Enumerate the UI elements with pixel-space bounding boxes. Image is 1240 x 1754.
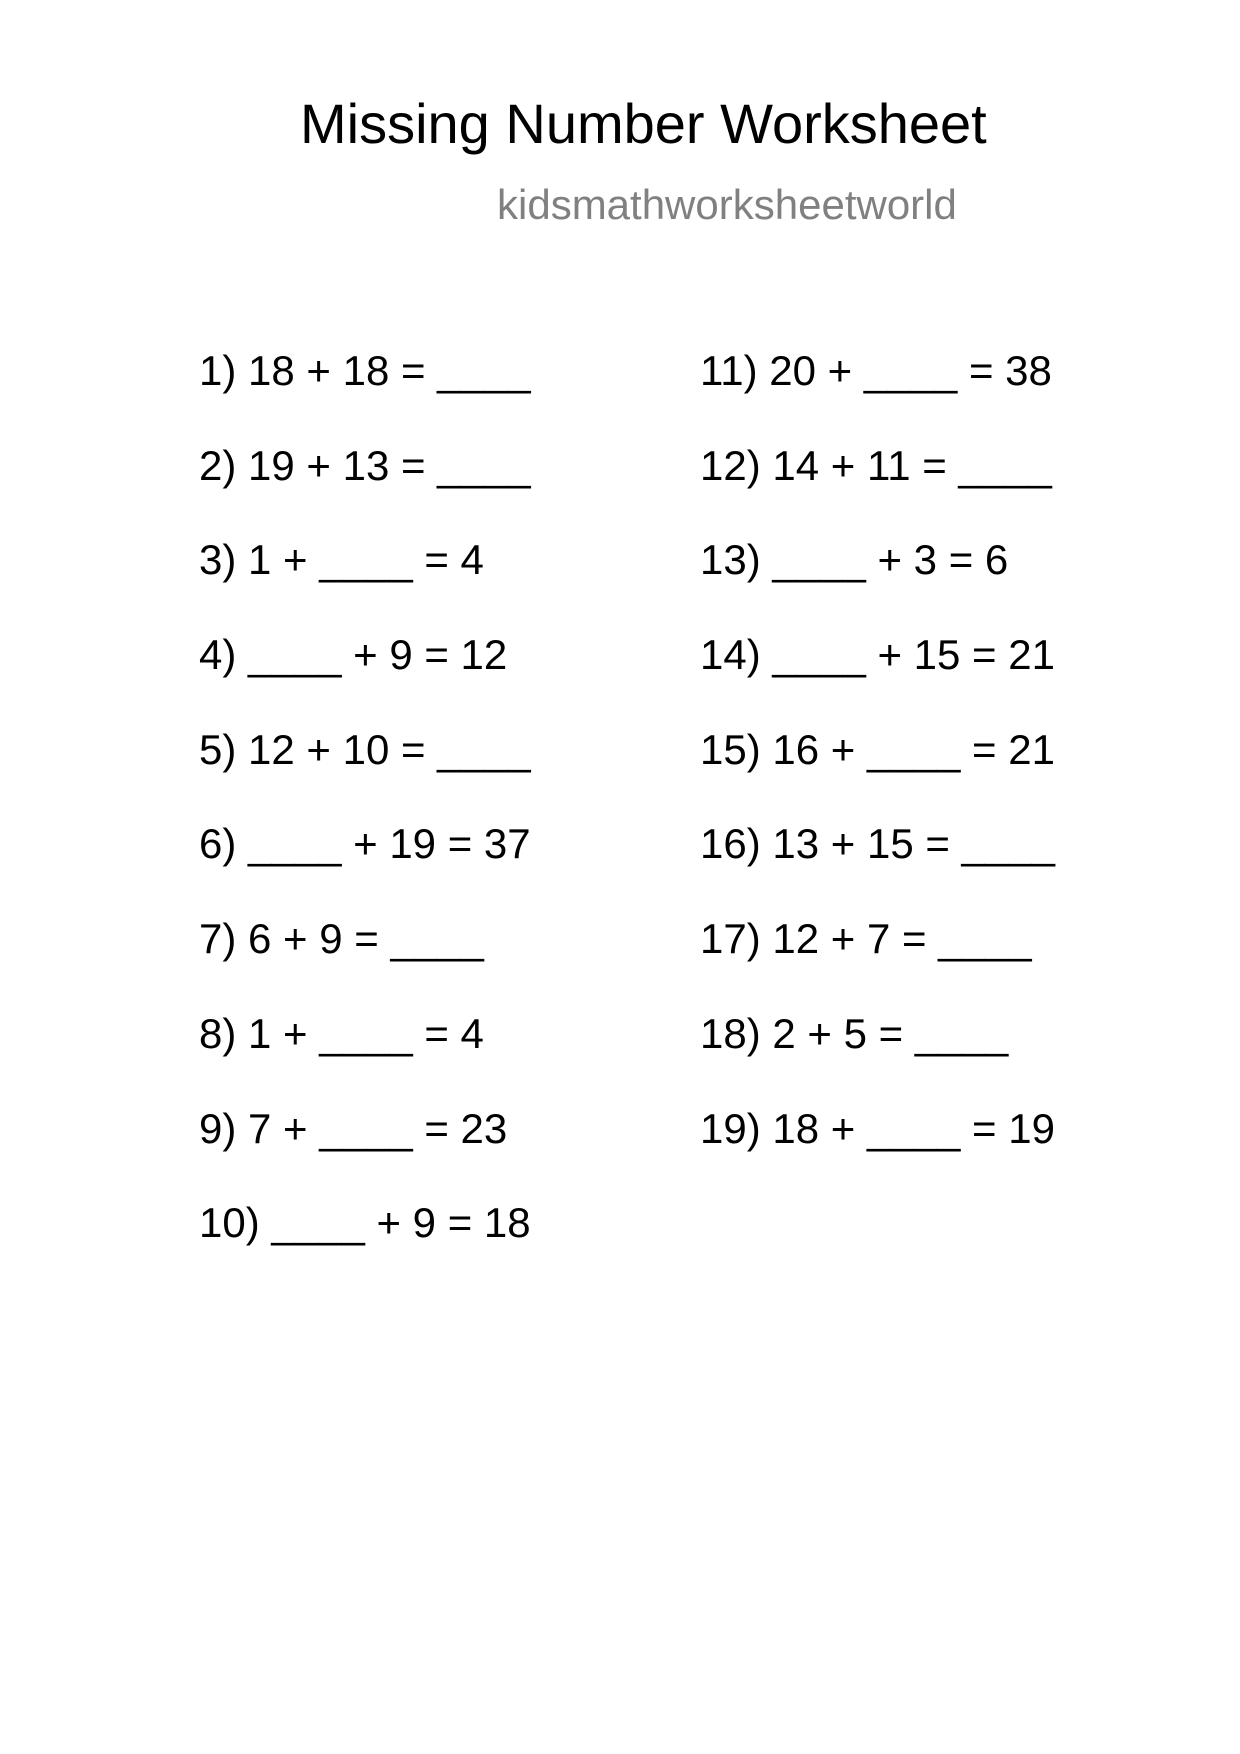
problem-18: 18) 2 + 5 = ____ xyxy=(700,1009,1009,1057)
problem-3: 3) 1 + ____ = 4 xyxy=(199,536,484,584)
right-problem-column xyxy=(700,347,1055,1202)
worksheet-source: kidsmathworksheetworld xyxy=(497,181,957,228)
problem-2: 2) 19 + 13 = ____ xyxy=(199,441,531,489)
worksheet-title: Missing Number Worksheet xyxy=(300,92,987,155)
problem-8: 8) 1 + ____ = 4 xyxy=(199,1009,484,1057)
problem-1: 1) 18 + 18 = ____ xyxy=(199,347,531,394)
problem-14: 14) ____ + 15 = 21 xyxy=(700,631,1055,679)
problem-16: 16) 13 + 15 = ____ xyxy=(700,820,1055,868)
problem-6: 6) ____ + 19 = 37 xyxy=(199,820,531,868)
problem-12: 12) 14 + 11 = ____ xyxy=(700,441,1052,489)
problem-9: 9) 7 + ____ = 23 xyxy=(199,1104,508,1152)
problem-13: 13) ____ + 3 = 6 xyxy=(700,536,1009,584)
problem-10: 10) ____ + 9 = 18 xyxy=(199,1199,531,1247)
problem-4: 4) ____ + 9 = 12 xyxy=(199,631,508,679)
problem-15: 15) 16 + ____ = 21 xyxy=(700,725,1055,773)
problem-5: 5) 12 + 10 = ____ xyxy=(199,725,531,773)
problem-19: 19) 18 + ____ = 19 xyxy=(700,1104,1055,1152)
problem-7: 7) 6 + 9 = ____ xyxy=(199,915,484,963)
problem-11: 11) 20 + ____ = 38 xyxy=(700,347,1052,394)
problem-17: 17) 12 + 7 = ____ xyxy=(700,915,1032,963)
left-problem-column xyxy=(199,347,531,1297)
